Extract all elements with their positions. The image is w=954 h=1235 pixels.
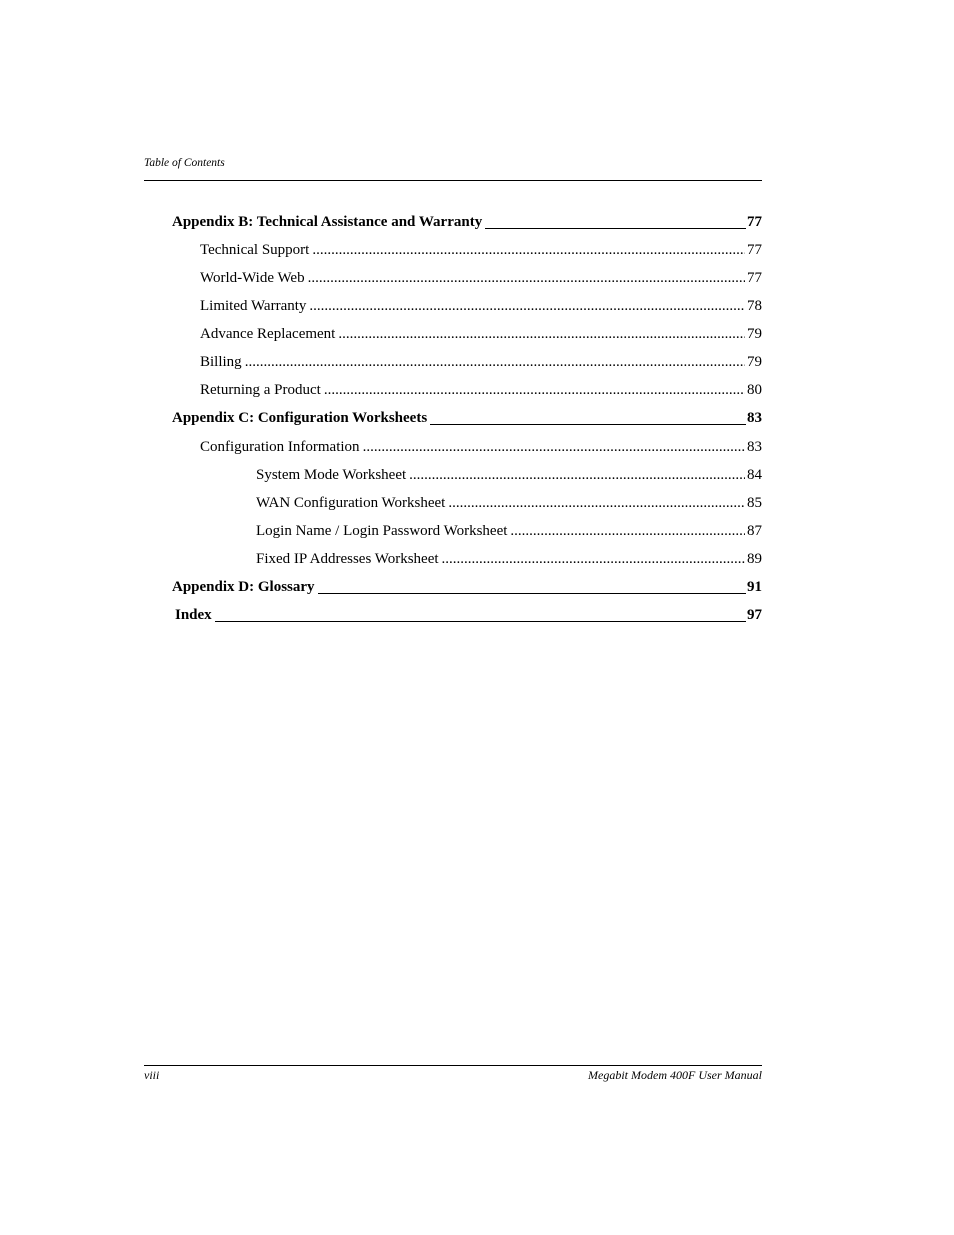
toc-entry-page-number: 77 — [747, 242, 762, 258]
toc-entry[interactable] — [256, 493, 762, 513]
toc-entry-page-number: 84 — [747, 467, 762, 483]
toc-entry-page-number: 80 — [747, 382, 762, 398]
toc-dot-leader — [324, 380, 745, 400]
toc-entry-page-number: 79 — [747, 354, 762, 370]
toc-entry-label: Appendix C: Configuration Worksheets — [172, 410, 428, 426]
toc-entry-page-number: 89 — [747, 551, 762, 567]
toc-entry[interactable] — [200, 240, 762, 260]
toc-entry-label: Billing — [200, 354, 242, 370]
toc-dot-leader — [363, 437, 745, 457]
toc-entry-page-number: 85 — [747, 495, 762, 511]
toc-dot-leader — [312, 240, 745, 260]
toc-entry-label: Returning a Product — [200, 382, 321, 398]
toc-entry[interactable] — [175, 605, 762, 625]
toc-entry-label: Limited Warranty — [200, 298, 307, 314]
toc-dot-leader — [442, 549, 745, 569]
toc-entry-label: Configuration Information — [200, 439, 360, 455]
toc-entry-label: World-Wide Web — [200, 270, 305, 286]
toc-entry[interactable] — [172, 212, 762, 232]
toc-underline-leader — [430, 410, 746, 425]
toc-entry-page-number: 77 — [747, 270, 762, 286]
toc-entry-label: Advance Replacement — [200, 326, 336, 342]
toc-entry-page-number: 97 — [747, 607, 762, 623]
toc-entry-page-number: 78 — [747, 298, 762, 314]
toc-entry-page-number: 83 — [747, 410, 762, 426]
toc-entry-label: Technical Support — [200, 242, 310, 258]
toc-underline-leader — [485, 214, 746, 229]
toc-entry[interactable] — [256, 521, 762, 541]
toc-entry-label: Appendix D: Glossary — [172, 579, 315, 595]
toc-entry[interactable] — [256, 465, 762, 485]
toc-underline-leader — [215, 607, 746, 622]
toc-dot-leader — [409, 465, 745, 485]
toc-underline-leader — [318, 579, 746, 594]
toc-entry-page-number: 83 — [747, 439, 762, 455]
toc-entry[interactable] — [200, 324, 762, 344]
toc-entry[interactable] — [200, 268, 762, 288]
toc-dot-leader — [308, 268, 745, 288]
toc-entry[interactable] — [200, 380, 762, 400]
toc-dot-leader — [245, 352, 745, 372]
toc-dot-leader — [338, 324, 745, 344]
toc-dot-leader — [510, 521, 745, 541]
toc-entry[interactable] — [172, 408, 762, 428]
toc-entry[interactable] — [200, 296, 762, 316]
toc-entry-label: Fixed IP Addresses Worksheet — [256, 551, 439, 567]
toc-entry[interactable] — [256, 549, 762, 569]
toc-entry[interactable] — [200, 352, 762, 372]
toc-entry-page-number: 77 — [747, 214, 762, 230]
toc-entry-page-number: 87 — [747, 523, 762, 539]
toc-entry-label: System Mode Worksheet — [256, 467, 407, 483]
running-header-title: Table of Contents — [144, 157, 225, 169]
toc-entry-label: Login Name / Login Password Worksheet — [256, 523, 508, 539]
toc-entry-page-number: 91 — [747, 579, 762, 595]
toc-entry[interactable] — [172, 577, 762, 597]
toc-entry-label: WAN Configuration Worksheet — [256, 495, 446, 511]
footer-manual-title: Megabit Modem 400F User Manual — [588, 1068, 762, 1082]
footer-rule — [144, 1065, 762, 1066]
toc-entry-page-number: 79 — [747, 326, 762, 342]
toc-entry-label: Appendix B: Technical Assistance and Warranty — [172, 214, 483, 230]
footer-page-number: viii — [144, 1068, 160, 1082]
header-rule — [144, 180, 762, 181]
toc-entry[interactable] — [200, 437, 762, 457]
toc-dot-leader — [309, 296, 745, 316]
toc-entry-label: Index — [175, 607, 212, 623]
toc-dot-leader — [448, 493, 745, 513]
